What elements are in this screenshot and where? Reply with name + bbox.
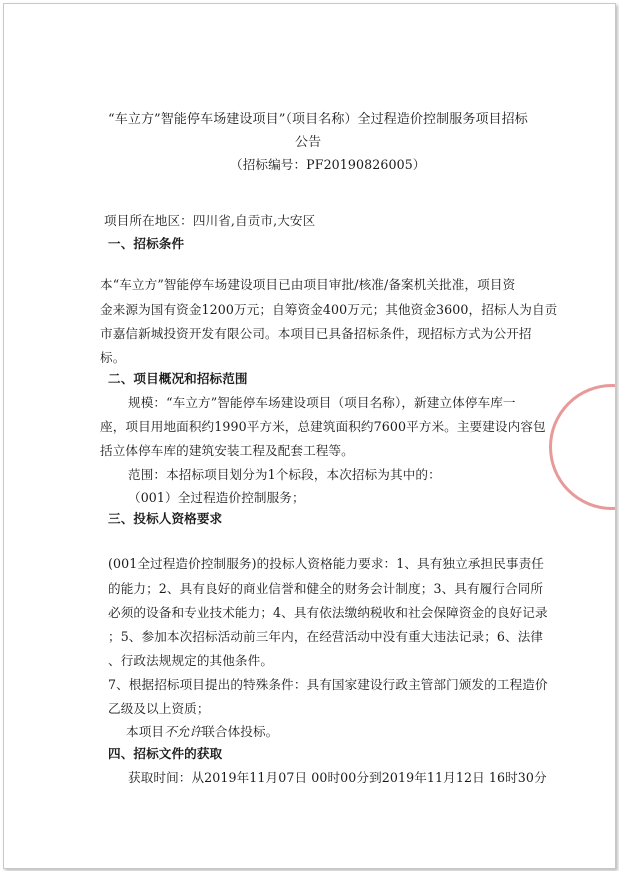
bid-number: （招标编号：PF20190826005） [230, 157, 426, 172]
section-2-para-line: 座，项目用地面积约1990平方米，总建筑面积约7600平方米。主要建设内容包 [100, 419, 546, 434]
section-1-para-line: 金来源为国有资金1200万元；自筹资金400万元；其他资金3600，招标人为自贡 [100, 302, 558, 317]
section-1-para-line: 标。 [100, 350, 126, 365]
section-2-para-line: 括立体停车库的建筑安装工程及配套工程等。 [100, 443, 354, 458]
section-3-para-line: ；5、参加本次招标活动前三年内，在经营活动中没有重大违法记录；6、法律 [108, 629, 544, 644]
doc-title-line2: 公告 [295, 135, 322, 150]
project-location: 项目所在地区：四川省,自贡市,大安区 [104, 213, 316, 228]
section-3-para-line: 7、根据招标项目提出的特殊条件：具有国家建设行政主管部门颁发的工程造价 [108, 677, 548, 692]
section-4-para-line: 获取时间：从2019年11月07日 00时00分到2019年11月12日 16时30分 [128, 770, 547, 785]
section-3-heading: 三、投标人资格要求 [108, 511, 223, 526]
document-page [3, 3, 616, 869]
section-4-heading: 四、招标文件的获取 [108, 746, 223, 761]
joint-bid-not-allowed: 不允许 [164, 724, 203, 739]
page-corner-mark [589, 8, 607, 48]
section-3-para-line: 必须的设备和专业技术能力；4、具有依法缴纳税收和社会保障资金的良好记录 [108, 605, 548, 620]
doc-title-line1: “车立方”智能停车场建设项目”（项目名称）全过程造价控制服务项目招标 [108, 112, 528, 127]
section-3-para-line: 的能力；2、具有良好的商业信誉和健全的财务会计制度；3、具有履行合同所 [108, 581, 544, 596]
section-1-heading: 一、招标条件 [108, 236, 185, 251]
joint-bid-prefix: 本项目 [126, 724, 165, 739]
section-3-para-line: 、行政法规规定的其他条件。 [108, 653, 274, 668]
section-2-para-line: （001）全过程造价控制服务； [128, 490, 305, 505]
section-1-para-line: 本“车立方”智能停车场建设项目已由项目审批/核准/备案机关批准，项目资 [100, 277, 516, 292]
section-3-para-line: 乙级及以上资质； [108, 701, 210, 716]
joint-bid-suffix: 联合体投标。 [202, 724, 279, 739]
red-seal-stamp [549, 384, 616, 510]
section-2-para-line: 规模：“车立方”智能停车场建设项目（项目名称），新建立体停车库一 [128, 395, 516, 410]
section-3-para-line: (001全过程造价控制服务)的投标人资格能力要求：1、具有独立承担民事责任 [108, 556, 544, 571]
section-2-para-line: 范围：本招标项目划分为1个标段，本次招标为其中的： [128, 467, 441, 482]
section-1-para-line: 市嘉信新城投资开发有限公司。本项目已具备招标条件，现招标方式为公开招 [100, 326, 532, 341]
section-2-heading: 二、项目概况和招标范围 [108, 371, 248, 386]
section-3-joint-bid-line [126, 721, 278, 740]
